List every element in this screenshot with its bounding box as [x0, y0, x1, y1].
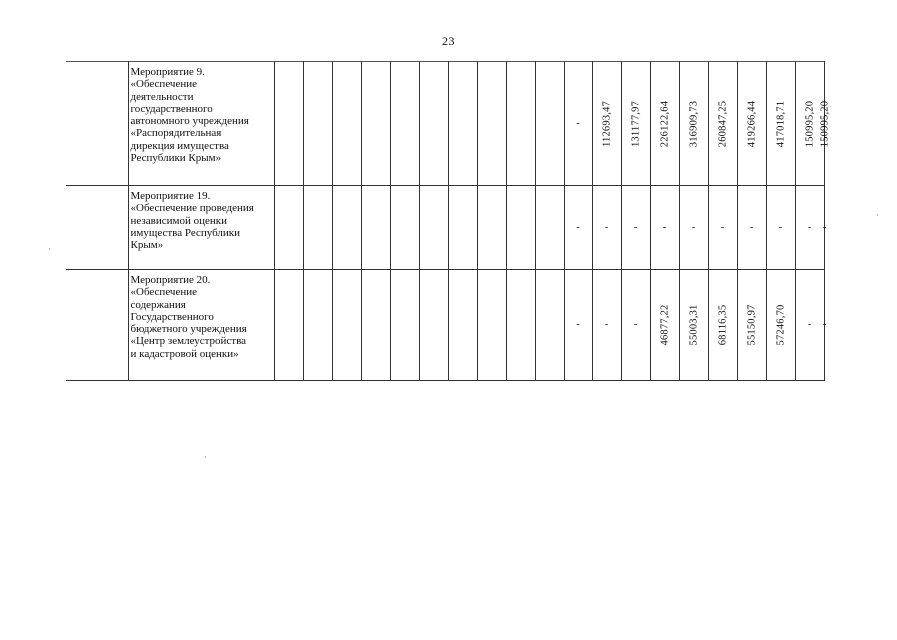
row-number-cell	[66, 62, 128, 186]
measure-description-cell	[128, 270, 274, 381]
value-dash: -	[749, 221, 754, 233]
measure-description: Мероприятие 9. «Обеспечение деятельности государственного автономного учреждения «Распорядительная дирекция имущества Республики Крым»	[130, 66, 249, 165]
value-cell	[621, 186, 650, 270]
value-cell	[650, 186, 679, 270]
empty-cell	[332, 186, 361, 270]
value-cell	[795, 270, 827, 381]
value-cell	[737, 186, 766, 270]
value-dash: -	[822, 221, 827, 233]
value-text: 68116,35	[717, 304, 728, 346]
value-dash: -	[604, 319, 609, 330]
scan-speck: ·	[48, 244, 51, 254]
value-text: 417018,71	[775, 100, 786, 147]
page-number: 23	[442, 34, 455, 48]
value-cell	[564, 186, 592, 270]
value-text: 150995,20	[804, 100, 815, 147]
empty-cell	[477, 270, 506, 381]
value-cell	[708, 270, 737, 381]
value-text: 55150,97	[746, 304, 757, 346]
empty-cell	[419, 186, 448, 270]
empty-cell	[390, 186, 419, 270]
empty-cell	[448, 62, 477, 186]
empty-cell	[361, 186, 390, 270]
value-text: 112693,47	[601, 100, 612, 147]
value-dash: -	[691, 221, 696, 233]
empty-cell	[535, 270, 564, 381]
program-table	[66, 61, 830, 381]
value-dash: -	[576, 319, 580, 330]
value-dash: -	[662, 221, 667, 233]
value-cell	[621, 270, 650, 381]
value-cell	[737, 270, 766, 381]
measure-description-cell	[128, 62, 274, 186]
empty-cell	[535, 62, 564, 186]
empty-cell	[390, 62, 419, 186]
value-text: 46877,22	[659, 304, 670, 346]
measure-description-cell	[128, 186, 274, 270]
empty-cell	[477, 186, 506, 270]
value-text: 57246,70	[775, 304, 786, 346]
empty-cell	[332, 62, 361, 186]
empty-cell	[535, 186, 564, 270]
empty-cell	[303, 270, 332, 381]
value-cell	[564, 270, 592, 381]
empty-cell	[477, 62, 506, 186]
empty-cell	[448, 186, 477, 270]
value-text: 150995,20	[819, 100, 830, 147]
empty-cell	[332, 270, 361, 381]
value-text: 316909,73	[688, 100, 699, 147]
value-cell	[650, 62, 679, 186]
empty-cell	[361, 62, 390, 186]
empty-cell	[274, 62, 303, 186]
value-text: 419266,44	[746, 100, 757, 147]
value-cell	[795, 186, 827, 270]
empty-cell	[448, 270, 477, 381]
value-text: 260847,25	[717, 100, 728, 147]
value-dash: -	[576, 117, 580, 129]
empty-cell	[274, 186, 303, 270]
row-number-cell	[66, 186, 128, 270]
value-dash: -	[604, 221, 609, 233]
value-dash: -	[807, 319, 812, 330]
empty-cell	[419, 62, 448, 186]
value-dash: -	[778, 221, 783, 233]
value-cell	[592, 186, 621, 270]
value-cell	[679, 62, 708, 186]
value-text: 131177,97	[630, 100, 641, 147]
value-cell	[766, 62, 795, 186]
value-cell	[564, 62, 592, 186]
empty-cell	[506, 62, 535, 186]
value-dash: -	[633, 221, 638, 233]
value-cell	[708, 186, 737, 270]
empty-cell	[303, 62, 332, 186]
empty-cell	[361, 270, 390, 381]
empty-cell	[274, 270, 303, 381]
value-cell	[708, 62, 737, 186]
value-dash: -	[633, 319, 638, 330]
value-text: 55003,31	[688, 304, 699, 346]
measure-description: Мероприятие 19. «Обеспечение проведения независимой оценки имущества Республики Крым»	[130, 190, 254, 252]
scan-speck: ·	[204, 452, 207, 462]
value-dash: -	[720, 221, 725, 233]
measure-description: Мероприятие 20. «Обеспечение содержания Государственного бюджетного учреждения «Центр землеустройства и кадастровой оценки»	[130, 274, 247, 360]
row-number-cell	[66, 270, 128, 381]
value-cell	[592, 270, 621, 381]
empty-cell	[506, 186, 535, 270]
value-cell	[737, 62, 766, 186]
empty-cell	[303, 186, 332, 270]
table-row	[66, 62, 824, 186]
value-cell	[766, 186, 795, 270]
table-row	[66, 186, 824, 270]
value-dash: -	[822, 319, 827, 330]
table-row	[66, 270, 824, 381]
empty-cell	[390, 270, 419, 381]
empty-cell	[506, 270, 535, 381]
value-cell	[650, 270, 679, 381]
value-cell	[766, 270, 795, 381]
value-cell	[621, 62, 650, 186]
value-cell	[592, 62, 621, 186]
value-cell	[679, 270, 708, 381]
empty-cell	[419, 270, 448, 381]
value-cell	[679, 186, 708, 270]
value-dash: -	[576, 221, 580, 233]
scan-speck: ·	[876, 210, 879, 220]
value-dash: -	[807, 221, 812, 233]
value-text: 226122,64	[659, 100, 670, 147]
